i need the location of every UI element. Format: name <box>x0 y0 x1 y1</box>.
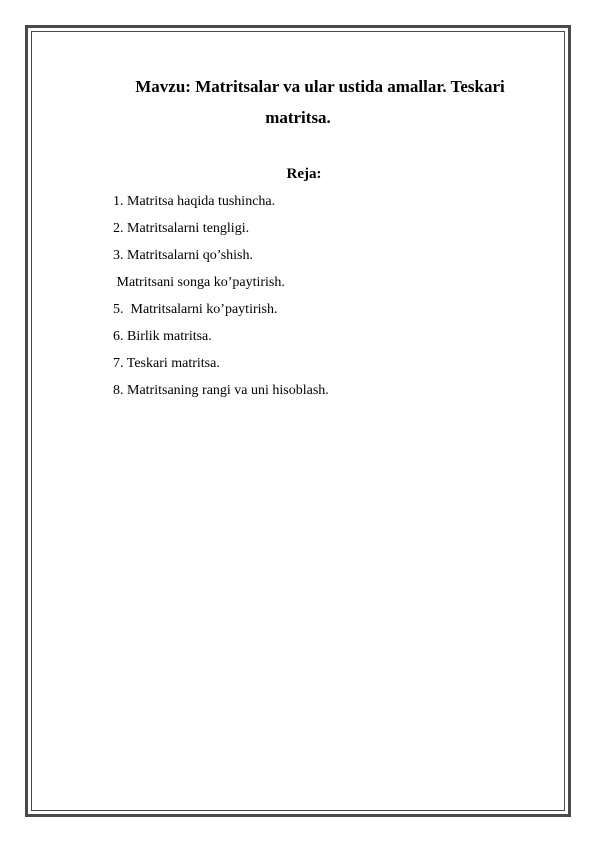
plan-item-5: 5. Matritsalarni ko’paytirish. <box>113 302 278 317</box>
plan-heading: Reja: <box>286 166 322 182</box>
plan-item-6: 6. Birlik matritsa. <box>113 329 212 344</box>
plan-item-7: 7. Teskari matritsa. <box>113 356 220 371</box>
document-title-line-1: Mavzu: Matritsalar va ular ustida amallar. Teskari <box>135 77 505 96</box>
page-border-inner <box>31 31 565 811</box>
document-title-line-2: matritsa. <box>265 108 331 127</box>
plan-item-8: 8. Matritsaning rangi va uni hisoblash. <box>113 383 329 398</box>
plan-item-2: 2. Matritsalarni tengligi. <box>113 221 250 236</box>
plan-list <box>113 193 329 409</box>
plan-item-1: 1. Matritsa haqida tushincha. <box>113 194 276 209</box>
plan-item-4: Matritsani songa ko’paytirish. <box>113 275 285 290</box>
plan-item-3: 3. Matritsalarni qo’shish. <box>113 248 253 263</box>
